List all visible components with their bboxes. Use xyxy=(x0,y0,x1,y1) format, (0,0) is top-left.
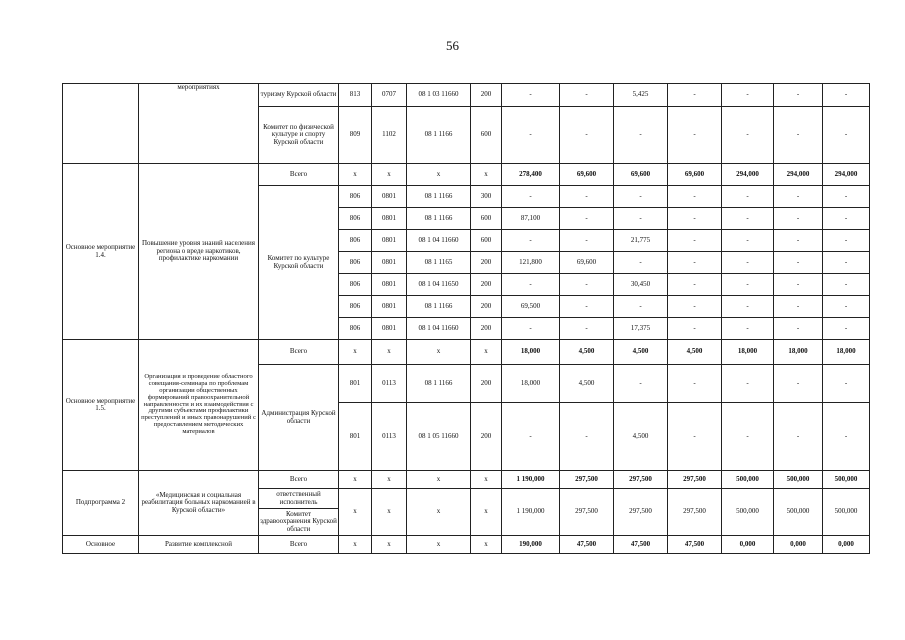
cell: x xyxy=(372,164,407,186)
cell: - xyxy=(560,84,614,107)
cell: 4,500 xyxy=(614,340,668,365)
cell: - xyxy=(722,365,774,403)
cell: - xyxy=(823,186,870,208)
cell: 0,000 xyxy=(774,536,823,554)
cell: 294,000 xyxy=(823,164,870,186)
cell-col1: Подпрограмма 2 xyxy=(63,471,139,536)
cell: 69,600 xyxy=(560,164,614,186)
cell: 200 xyxy=(471,84,502,107)
cell: - xyxy=(560,107,614,164)
cell: 297,500 xyxy=(614,471,668,489)
cell: 200 xyxy=(471,403,502,471)
cell: 0707 xyxy=(372,84,407,107)
cell: - xyxy=(774,403,823,471)
cell: 200 xyxy=(471,252,502,274)
cell: - xyxy=(722,84,774,107)
cell: - xyxy=(502,318,560,340)
cell: x xyxy=(407,471,471,489)
cell: 297,500 xyxy=(668,471,722,489)
page-number: 56 xyxy=(446,38,459,53)
table-row xyxy=(63,164,870,186)
cell: - xyxy=(560,403,614,471)
cell: - xyxy=(722,318,774,340)
cell: 69,600 xyxy=(560,252,614,274)
cell: 47,500 xyxy=(614,536,668,554)
cell: x xyxy=(471,489,502,536)
cell: - xyxy=(774,230,823,252)
cell: - xyxy=(668,403,722,471)
cell: 47,500 xyxy=(560,536,614,554)
cell: 200 xyxy=(471,274,502,296)
cell: 0801 xyxy=(372,296,407,318)
cell-col3: Комитет по физической культуре и спорту Курской области xyxy=(259,107,339,164)
cell: - xyxy=(502,230,560,252)
cell: 809 xyxy=(339,107,372,164)
cell-col1: Основное мероприятие 1.5. xyxy=(63,340,139,471)
cell: - xyxy=(502,107,560,164)
cell: 297,500 xyxy=(614,489,668,536)
cell-col3: Комитет по культуре Курской области xyxy=(259,186,339,340)
cell: - xyxy=(774,318,823,340)
cell-col1: Основное xyxy=(63,536,139,554)
cell: 4,500 xyxy=(614,403,668,471)
cell: - xyxy=(774,252,823,274)
cell: - xyxy=(823,365,870,403)
cell: 69,600 xyxy=(614,164,668,186)
cell: 600 xyxy=(471,230,502,252)
cell: 69,500 xyxy=(502,296,560,318)
cell: 5,425 xyxy=(614,84,668,107)
cell: 0801 xyxy=(372,318,407,340)
cell: - xyxy=(774,84,823,107)
cell: - xyxy=(722,252,774,274)
cell: - xyxy=(668,365,722,403)
cell: 21,775 xyxy=(614,230,668,252)
cell: 806 xyxy=(339,252,372,274)
cell: 297,500 xyxy=(560,471,614,489)
cell: - xyxy=(722,403,774,471)
cell: 121,800 xyxy=(502,252,560,274)
cell: - xyxy=(722,208,774,230)
cell: 300 xyxy=(471,186,502,208)
cell: 806 xyxy=(339,296,372,318)
cell: - xyxy=(722,107,774,164)
cell: 08 1 04 11660 xyxy=(407,230,471,252)
cell: - xyxy=(823,274,870,296)
table-row xyxy=(63,340,870,365)
cell-col3: Комитет здравоохранения Курской области xyxy=(259,509,339,536)
cell: - xyxy=(668,230,722,252)
cell: x xyxy=(471,536,502,554)
cell: - xyxy=(722,296,774,318)
cell: x xyxy=(407,489,471,536)
cell: - xyxy=(560,274,614,296)
cell: 806 xyxy=(339,230,372,252)
cell: 200 xyxy=(471,365,502,403)
cell: - xyxy=(668,318,722,340)
cell: - xyxy=(502,84,560,107)
cell: - xyxy=(774,208,823,230)
cell: x xyxy=(339,536,372,554)
cell: 500,000 xyxy=(722,471,774,489)
cell: x xyxy=(339,489,372,536)
cell: 0801 xyxy=(372,208,407,230)
cell: 801 xyxy=(339,403,372,471)
cell: 1102 xyxy=(372,107,407,164)
cell: - xyxy=(722,230,774,252)
cell: x xyxy=(339,471,372,489)
cell: - xyxy=(614,107,668,164)
table-row xyxy=(63,84,870,107)
cell: - xyxy=(560,230,614,252)
cell: 0113 xyxy=(372,365,407,403)
cell: x xyxy=(372,340,407,365)
cell: 1 190,000 xyxy=(502,471,560,489)
cell: 08 1 05 11660 xyxy=(407,403,471,471)
cell: 08 1 1166 xyxy=(407,208,471,230)
cell: x xyxy=(407,340,471,365)
cell-col3: Администрация Курской области xyxy=(259,365,339,471)
cell-col2: мероприятиях xyxy=(139,84,259,164)
cell: 278,400 xyxy=(502,164,560,186)
cell: 4,500 xyxy=(560,365,614,403)
cell: 08 1 1166 xyxy=(407,365,471,403)
cell: 08 1 1165 xyxy=(407,252,471,274)
cell: 08 1 04 11660 xyxy=(407,318,471,340)
cell: 47,500 xyxy=(668,536,722,554)
cell: 0113 xyxy=(372,403,407,471)
cell-col3: Всего xyxy=(259,164,339,186)
cell: - xyxy=(823,403,870,471)
cell: x xyxy=(407,164,471,186)
cell: 500,000 xyxy=(823,489,870,536)
cell: 500,000 xyxy=(774,471,823,489)
cell: 0801 xyxy=(372,274,407,296)
cell-col1 xyxy=(63,84,139,164)
cell: 18,000 xyxy=(823,340,870,365)
cell: 297,500 xyxy=(560,489,614,536)
cell: - xyxy=(668,296,722,318)
cell: - xyxy=(560,208,614,230)
cell: 30,450 xyxy=(614,274,668,296)
cell: 87,100 xyxy=(502,208,560,230)
cell-col3: ответственный исполнитель xyxy=(259,489,339,509)
cell: - xyxy=(614,365,668,403)
cell: 297,500 xyxy=(668,489,722,536)
cell-col1: Основное мероприятие 1.4. xyxy=(63,164,139,340)
cell: 806 xyxy=(339,208,372,230)
cell: - xyxy=(823,84,870,107)
cell: x xyxy=(407,536,471,554)
cell: 806 xyxy=(339,186,372,208)
cell: 190,000 xyxy=(502,536,560,554)
cell: 08 1 04 11650 xyxy=(407,274,471,296)
cell: - xyxy=(823,107,870,164)
cell: - xyxy=(614,186,668,208)
cell: 69,600 xyxy=(668,164,722,186)
cell: 4,500 xyxy=(668,340,722,365)
cell: - xyxy=(560,318,614,340)
cell: 17,375 xyxy=(614,318,668,340)
cell: - xyxy=(823,252,870,274)
cell: 294,000 xyxy=(774,164,823,186)
cell: 0,000 xyxy=(823,536,870,554)
cell: 4,500 xyxy=(560,340,614,365)
cell-col3: Всего xyxy=(259,471,339,489)
cell-col2: Организация и проведение областного совещания-семинара по проблемам организации общественных формирований правоохранительной направленности и их взаимодействия с другими субъектами профилактики преступлений и иных правонарушений с предоставлением методических материалов xyxy=(139,340,259,471)
cell: 200 xyxy=(471,318,502,340)
cell: x xyxy=(372,471,407,489)
cell: - xyxy=(502,403,560,471)
cell: - xyxy=(823,230,870,252)
cell: - xyxy=(722,274,774,296)
cell: 08 1 1166 xyxy=(407,296,471,318)
table-row xyxy=(63,471,870,489)
cell: - xyxy=(614,296,668,318)
cell: - xyxy=(668,84,722,107)
cell: - xyxy=(774,107,823,164)
cell-col2: Повышение уровня знаний населения региона о вреде наркотиков, профилактике наркомании xyxy=(139,164,259,340)
cell: 801 xyxy=(339,365,372,403)
cell: - xyxy=(668,252,722,274)
cell: - xyxy=(774,365,823,403)
cell: - xyxy=(614,208,668,230)
cell: 200 xyxy=(471,296,502,318)
cell: x xyxy=(339,164,372,186)
cell-col3: Всего xyxy=(259,536,339,554)
cell: - xyxy=(668,107,722,164)
cell: x xyxy=(471,471,502,489)
cell-col2: Развитие комплексной xyxy=(139,536,259,554)
cell: 18,000 xyxy=(502,340,560,365)
cell: 294,000 xyxy=(722,164,774,186)
cell: - xyxy=(668,274,722,296)
cell: 18,000 xyxy=(774,340,823,365)
cell: x xyxy=(471,164,502,186)
cell: - xyxy=(614,252,668,274)
cell: - xyxy=(823,296,870,318)
cell: 08 1 1166 xyxy=(407,107,471,164)
cell: - xyxy=(668,186,722,208)
cell: 0801 xyxy=(372,230,407,252)
cell: - xyxy=(823,318,870,340)
cell-col3: Всего xyxy=(259,340,339,365)
cell-col3: туризму Курской области xyxy=(259,84,339,107)
cell: - xyxy=(774,186,823,208)
cell: 500,000 xyxy=(774,489,823,536)
cell: - xyxy=(560,186,614,208)
cell: - xyxy=(774,274,823,296)
cell-col2: «Медицинская и социальная реабилитация больных наркоманией в Курской области» xyxy=(139,471,259,536)
cell: 806 xyxy=(339,318,372,340)
cell: x xyxy=(471,340,502,365)
cell: 0,000 xyxy=(722,536,774,554)
cell: x xyxy=(372,489,407,536)
cell: 806 xyxy=(339,274,372,296)
cell: - xyxy=(502,274,560,296)
cell: 18,000 xyxy=(722,340,774,365)
cell: 500,000 xyxy=(722,489,774,536)
cell: 08 1 03 11660 xyxy=(407,84,471,107)
cell: - xyxy=(668,208,722,230)
cell: x xyxy=(372,536,407,554)
cell: 600 xyxy=(471,107,502,164)
cell: 1 190,000 xyxy=(502,489,560,536)
cell: - xyxy=(560,296,614,318)
cell: 500,000 xyxy=(823,471,870,489)
table-row xyxy=(63,536,870,554)
cell: 18,000 xyxy=(502,365,560,403)
cell: 600 xyxy=(471,208,502,230)
cell: x xyxy=(339,340,372,365)
cell: - xyxy=(774,296,823,318)
cell: 0801 xyxy=(372,186,407,208)
cell: 08 1 1166 xyxy=(407,186,471,208)
cell: - xyxy=(502,186,560,208)
cell: - xyxy=(823,208,870,230)
cell: 0801 xyxy=(372,252,407,274)
budget-table xyxy=(62,83,870,554)
cell: 813 xyxy=(339,84,372,107)
cell: - xyxy=(722,186,774,208)
